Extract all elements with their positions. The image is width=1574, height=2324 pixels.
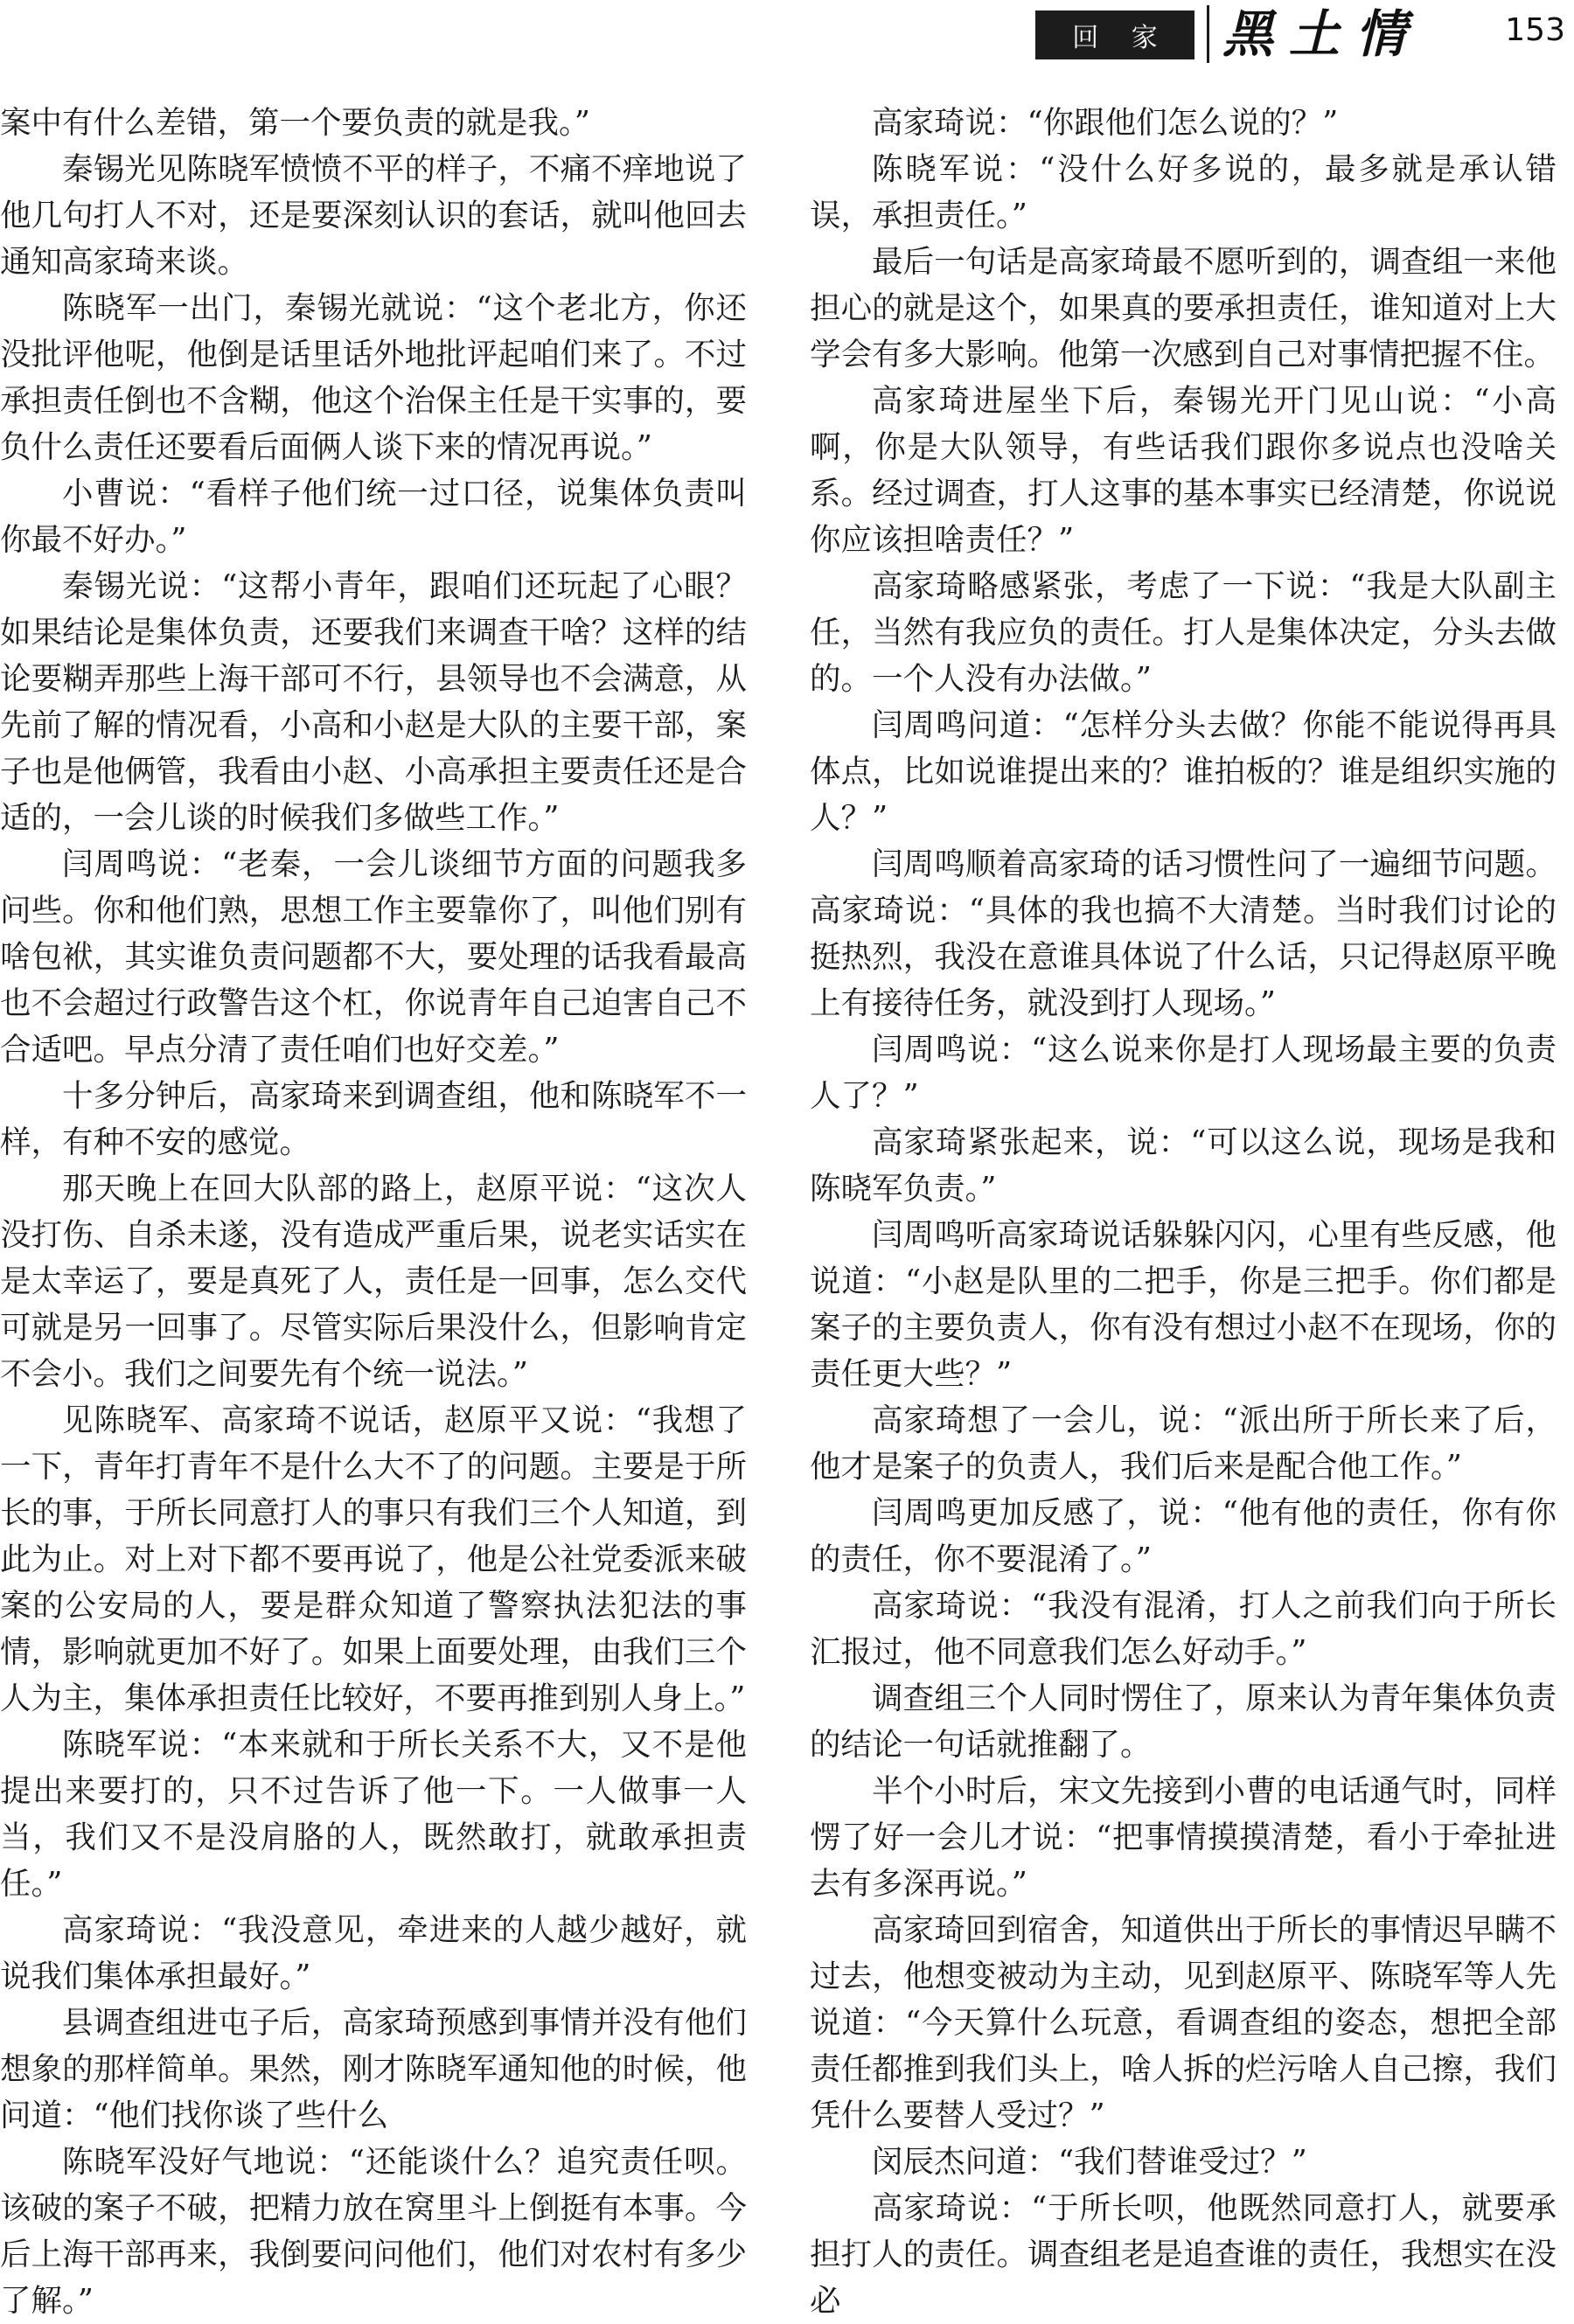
paragraph: 高家琦回到宿舍，知道供出于所长的事情迟早瞒不过去，他想变被动为主动，见到赵原平、陈晓军等人先说道：“今天算什么玩意，看调查组的姿态，想把全部责任都推到我们头上，啥人拆的烂污啥人自己擦，我们凭什么要替人受过？” <box>810 1912 1557 2133</box>
magazine-logo: 黑土情 <box>1222 4 1423 64</box>
page-header <box>0 0 1574 72</box>
paragraph: 最后一句话是高家琦最不愿听到的，调查组一来他担心的就是这个，如果真的要承担责任，谁知道对上大学会有多大影响。他第一次感到自己对事情把握不住。 <box>810 244 1557 372</box>
paragraph: 陈晓军说：“本来就和于所长关系不大，又不是他提出来要打的，只不过告诉了他一下。一人做事一人当，我们又不是没肩胳的人，既然敢打，就敢承担责任。” <box>0 1727 747 1902</box>
paragraph: 闫周鸣顺着高家琦的话习惯性问了一遍细节问题。高家琦说：“具体的我也搞不大清楚。当时我们讨论的挺热烈，我没在意谁具体说了什么话，只记得赵原平晚上有接待任务，就没到打人现场。” <box>810 846 1557 1021</box>
paragraph: 高家琦想了一会儿，说：“派出所于所长来了后，他才是案子的负责人，我们后来是配合他工作。” <box>810 1402 1557 1485</box>
paragraph: 那天晚上在回大队部的路上，赵原平说：“这次人没打伤、自杀未遂，没有造成严重后果，说老实话实在是太幸运了，要是真死了人，责任是一回事，怎么交代可就是另一回事了。尽管实际后果没什么，但影响肯定不会小。我们之间要先有个统一说法。” <box>0 1171 747 1392</box>
paragraph: 闵辰杰问道：“我们替谁受过？” <box>872 2144 1307 2180</box>
paragraph: 闫周鸣说：“这么说来你是打人现场最主要的负责人了？” <box>810 1032 1557 1114</box>
paragraph: 闫周鸣更加反感了，说：“他有他的责任，你有你的责任，你不要混淆了。” <box>810 1495 1557 1577</box>
paragraph: 县调查组进屯子后，高家琦预感到事情并没有他们想象的那样简单。果然，刚才陈晓军通知他的时候，他问道：“他们找你谈了些什么 <box>0 2005 747 2133</box>
paragraph: 半个小时后，宋文先接到小曹的电话通气时，同样愣了好一会儿才说：“把事情摸摸清楚，看小于牵扯进去有多深再说。” <box>810 1773 1557 1902</box>
paragraph: 陈晓军没好气地说：“还能谈什么？追究责任呗。该破的案子不破，把精力放在窝里斗上倒挺有本事。今后上海干部再来，我倒要问问他们，他们对农村有多少了解。” <box>0 2144 747 2319</box>
paragraph: 闫周鸣问道：“怎样分头去做？你能不能说得再具体点，比如说谁提出来的？谁拍板的？谁是组织实施的人？” <box>810 707 1557 836</box>
paragraph: 陈晓军一出门，秦锡光就说：“这个老北方，你还没批评他呢，他倒是话里话外地批评起咱们来了。不过承担责任倒也不含糊，他这个治保主任是干实事的，要负什么责任还要看后面俩人谈下来的情况再说。” <box>0 290 747 465</box>
paragraph: 案中有什么差错，第一个要负责的就是我。” <box>0 105 590 141</box>
paragraph: 高家琦说：“我没意见，牵进来的人越少越好，就说我们集体承担最好。” <box>0 1912 747 1994</box>
paragraph: 高家琦进屋坐下后，秦锡光开门见山说：“小高啊，你是大队领导，有些话我们跟你多说点也没啥关系。经过调查，打人这事的基本事实已经清楚，你说说你应该担啥责任？” <box>810 383 1557 558</box>
paragraph: 闫周鸣说：“老秦，一会儿谈细节方面的问题我多问些。你和他们熟，思想工作主要靠你了，叫他们别有啥包袱，其实谁负责问题都不大，要处理的话我看最高也不会超过行政警告这个杠，你说青年自己迫害自己不合适吧。早点分清了责任咱们也好交差。” <box>0 846 747 1068</box>
paragraph: 高家琦说：“你跟他们怎么说的？” <box>872 105 1339 141</box>
right-column <box>810 100 1557 2319</box>
left-column <box>0 100 747 2319</box>
paragraph: 见陈晓军、高家琦不说话，赵原平又说：“我想了一下，青年打青年不是什么大不了的问题。主要是于所长的事，于所长同意打人的事只有我们三个人知道，到此为止。对上对下都不要再说了，他是公社党委派来破案的公安局的人，要是群众知道了警察执法犯法的事情，影响就更加不好了。如果上面要处理，由我们三个人为主，集体承担责任比较好，不要再推到别人身上。” <box>0 1402 747 1716</box>
paragraph: 闫周鸣听高家琦说话躲躲闪闪，心里有些反感，他说道：“小赵是队里的二把手，你是三把手。你们都是案子的主要负责人，你有没有想过小赵不在现场，你的责任更大些？” <box>810 1217 1557 1392</box>
paragraph: 秦锡光说：“这帮小青年，跟咱们还玩起了心眼？如果结论是集体负责，还要我们来调查干啥？这样的结论要糊弄那些上海干部可不行，县领导也不会满意，从先前了解的情况看，小高和小赵是大队的主要干部，案子也是他俩管，我看由小赵、小高承担主要责任还是合适的，一会儿谈的时候我们多做些工作。” <box>0 568 747 836</box>
paragraph: 高家琦紧张起来，说：“可以这么说，现场是我和陈晓军负责。” <box>810 1124 1557 1207</box>
section-tag: 回 家 <box>1035 10 1194 59</box>
paragraph: 秦锡光见陈晓军愤愤不平的样子，不痛不痒地说了他几句打人不对，还是要深刻认识的套话，就叫他回去通知高家琦来谈。 <box>0 151 747 280</box>
paragraph: 小曹说：“看样子他们统一过口径，说集体负责叫你最不好办。” <box>0 476 747 558</box>
paragraph: 高家琦说：“我没有混淆，打人之前我们向于所长汇报过，他不同意我们怎么好动手。” <box>810 1588 1557 1670</box>
page-number: 153 <box>1505 12 1565 48</box>
paragraph: 调查组三个人同时愣住了，原来认为青年集体负责的结论一句话就推翻了。 <box>810 1680 1557 1763</box>
paragraph: 十多分钟后，高家琦来到调查组，他和陈晓军不一样，有种不安的感觉。 <box>0 1078 747 1160</box>
paragraph: 高家琦说：“于所长呗，他既然同意打人，就要承担打人的责任。调查组老是追查谁的责任，我想实在没必 <box>810 2190 1557 2319</box>
paragraph: 高家琦略感紧张，考虑了一下说：“我是大队副主任，当然有我应负的责任。打人是集体决定，分头去做的。一个人没有办法做。” <box>810 568 1557 697</box>
paragraph: 陈晓军说：“没什么好多说的，最多就是承认错误，承担责任。” <box>810 151 1557 233</box>
header-divider <box>1207 5 1209 63</box>
